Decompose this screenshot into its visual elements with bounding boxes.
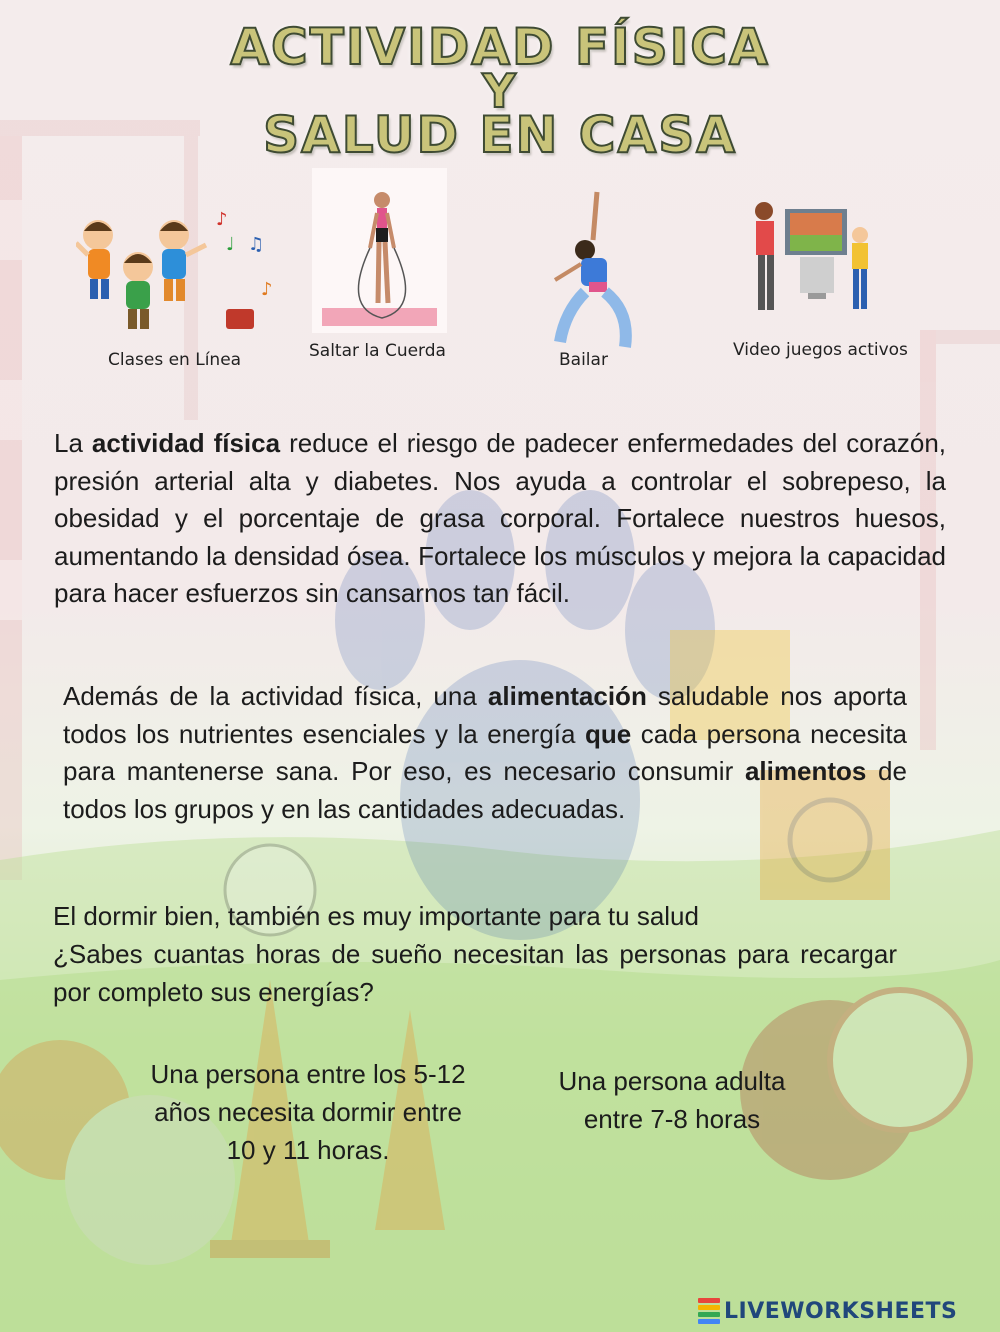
svg-text:♪: ♪	[216, 209, 228, 230]
svg-text:♪: ♪	[261, 279, 273, 300]
svg-text:♩: ♩	[226, 234, 235, 255]
paragraph-actividad-fisica: La actividad física reduce el riesgo de padecer enfermedades del corazón, presión arterial alta y diabetes. Nos ayuda a controlar el sobrepeso, la obesidad y el porcentaje de grasa corporal. Fortalece nuestros huesos, aumentando la densidad ósea. Fortalece los músculos y mejora la capacidad para hacer esfuerzos sin cansarnos tan fácil.	[54, 428, 946, 609]
liveworksheets-text: LIVEWORKSHEETS	[724, 1298, 958, 1324]
jump-rope-illustration	[312, 168, 447, 333]
title-line-1: ACTIVIDAD FÍSICA	[230, 18, 770, 76]
svg-text:♫: ♫	[248, 234, 265, 255]
paragraph-dormir	[53, 897, 897, 1011]
sleep-adults-text: Una persona adulta entre 7-8 horas	[558, 1066, 786, 1134]
bold-alimentos: alimentos	[744, 756, 867, 787]
sleep-children-text: Una persona entre los 5-12 años necesita dormir entre 10 y 11 horas.	[150, 1059, 466, 1165]
dancing-illustration	[545, 182, 660, 362]
dormir-statement: El dormir bien, también es muy importante para tu salud	[53, 901, 699, 931]
paragraph-alimentacion: Además de la actividad física, una alimentación saludable nos aporta todos los nutrientes esenciales y la energía que cada persona necesita para mantenerse sana. Por eso, es necesario consumir alimentos de todos los grupos y en las cantidades adecuadas.	[63, 681, 908, 824]
caption-saltar-la-cuerda: Saltar la Cuerda	[309, 341, 446, 361]
kids-exercising-illustration	[76, 205, 276, 335]
bold-alimentacion: alimentación	[487, 681, 647, 711]
video-games-illustration	[740, 195, 885, 330]
title-line-2: Y	[482, 64, 518, 118]
dormir-question: ¿Sabes cuantas horas de sueño necesitan las personas para recargar por completo sus energías?	[53, 939, 897, 1007]
caption-clases-en-linea: Clases en Línea	[108, 350, 242, 370]
liveworksheets-logo[interactable]	[698, 1296, 957, 1326]
liveworksheets-icon	[698, 1298, 720, 1324]
title-line-3: SALUD EN CASA	[263, 106, 737, 164]
caption-bailar: Bailar	[559, 350, 608, 370]
caption-video-juegos-activos: Video juegos activos	[733, 340, 908, 360]
bold-que: que	[585, 718, 632, 749]
bold-actividad-fisica: actividad física	[91, 428, 281, 458]
